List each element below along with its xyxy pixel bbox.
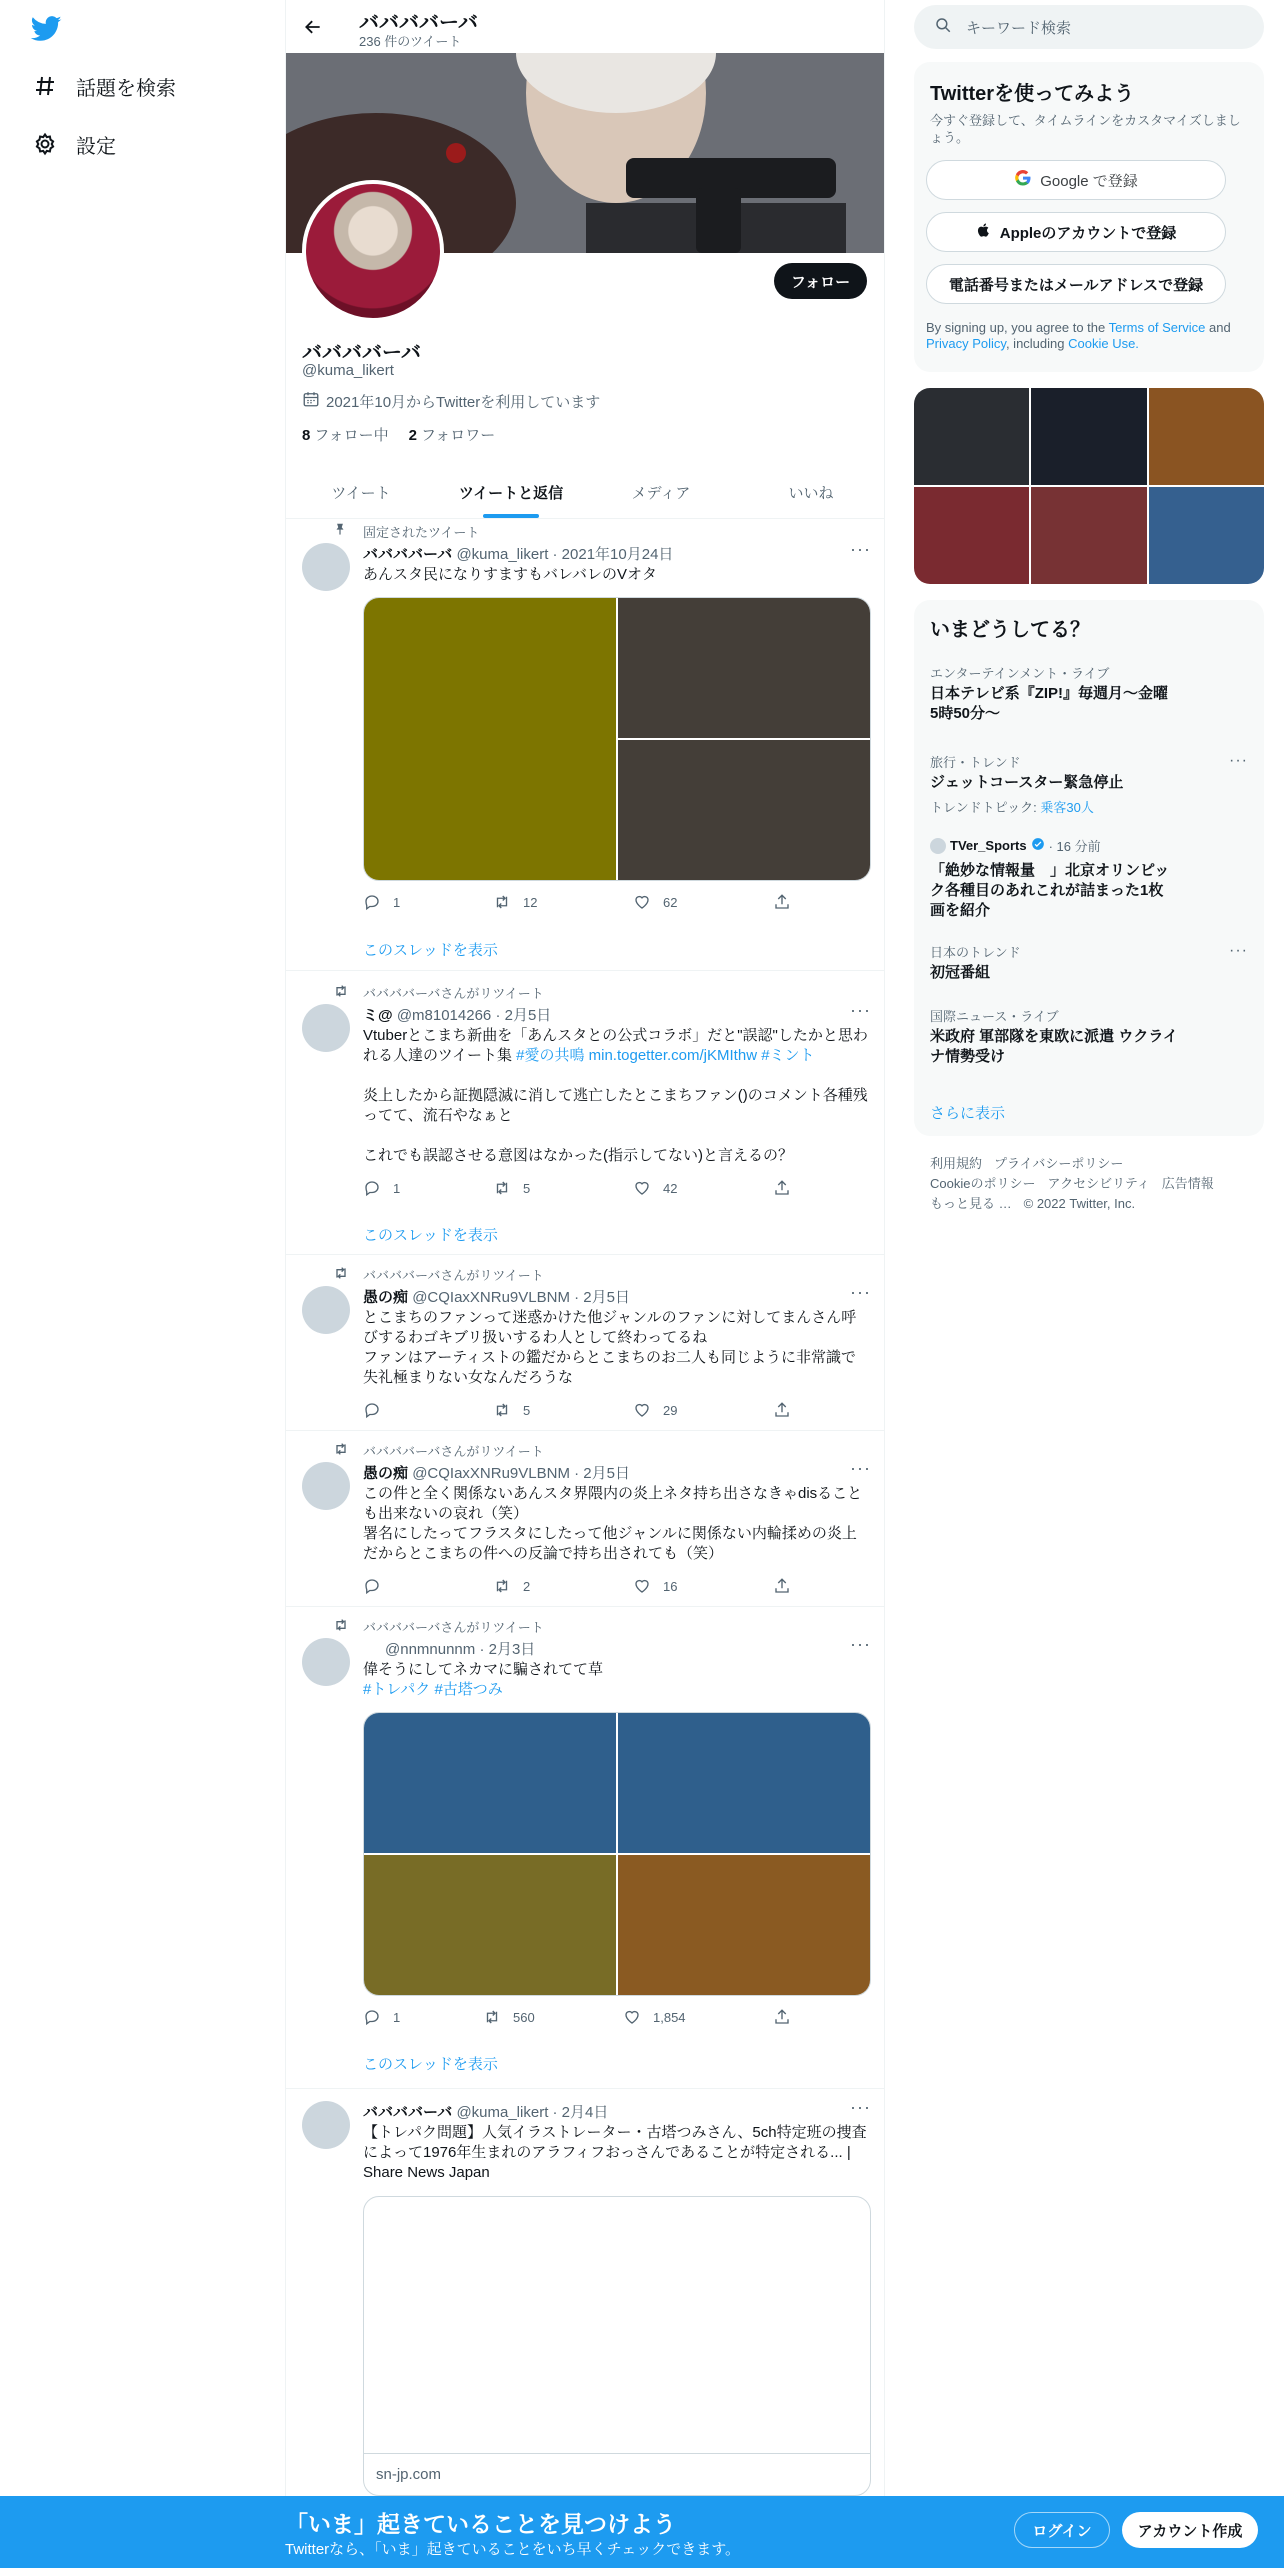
tweet-header [363, 1638, 535, 1659]
author-name[interactable]: 愚の痴 [363, 1289, 409, 1306]
more-options-icon[interactable]: ··· [850, 1458, 871, 1478]
share-icon [773, 1577, 791, 1595]
tab-media[interactable]: メディア [631, 484, 691, 502]
avatar[interactable] [302, 1638, 350, 1686]
tweet-text: この件と全く関係ないあんスタ界隈内の炎上ネタ持ち出さなきゃdisることも出来ないの哀れ（笑） 署名にしたってフラスタにしたって他ジャンルに関係ない内輪揉めの炎上だからとこまちの件への反論で持ち出されても（笑） [363, 1485, 863, 1562]
nav-settings-label: 設定 [76, 135, 116, 158]
like-button[interactable]: 16 [633, 1577, 773, 1595]
cookie-link[interactable]: Cookie Use. [1068, 336, 1139, 351]
heart-icon [623, 2008, 641, 2026]
more-options-icon[interactable]: ··· [1229, 942, 1248, 959]
retweet-context: ババババーバさんがリツイート [363, 983, 544, 1002]
login-button[interactable]: ログイン [1014, 2512, 1110, 2548]
tweet-media[interactable] [363, 597, 871, 881]
tweet-text: とこまちのファンって迷惑かけた他ジャンルのファンに対してまんさん呼びするわゴキブリ扱いするわ人として終わってるね ファンはアーティストの鑑だからとこまちのお二人も同じように非常識で失礼極まりない女なんだろうな [363, 1309, 857, 1386]
media-thumbnail[interactable] [1149, 388, 1264, 485]
tweet-count: 236 件のツイート [359, 34, 462, 49]
pinned-label: 固定されたツイート [363, 522, 479, 541]
share-icon [773, 1401, 791, 1419]
share-button[interactable] [773, 1401, 791, 1419]
trend-item[interactable]: 国際ニュース・ライブ 米政府 軍部隊を東欧に派遣 ウクライナ情勢受け [930, 1009, 1178, 1065]
more-options-icon[interactable]: ··· [850, 2097, 871, 2117]
trend-item[interactable]: エンターテインメント・ライブ 日本テレビ系『ZIP!』毎週月〜金曜 5時50分〜 [930, 666, 1169, 722]
google-signup-button[interactable]: Google で登録 [926, 160, 1226, 200]
privacy-link[interactable]: Privacy Policy [926, 336, 1006, 351]
profile-stats [302, 424, 495, 445]
reply-icon [363, 1179, 381, 1197]
retweet-button[interactable]: 2 [493, 1577, 633, 1595]
footer-link[interactable]: もっと見る … [930, 1196, 1012, 1211]
media-image[interactable] [364, 598, 616, 880]
left-nav [0, 0, 285, 2568]
retweet-icon [333, 983, 349, 999]
tweet-actions [363, 1577, 793, 1595]
reply-icon [363, 893, 381, 911]
footer-link[interactable]: 利用規約 [930, 1156, 983, 1171]
retweet-context: ババババーバさんがリツイート [363, 1441, 544, 1460]
author-name[interactable]: ババババーバ [363, 546, 453, 563]
media-image[interactable] [618, 598, 870, 738]
retweet-context: ババババーバさんがリツイート [363, 1265, 544, 1284]
profile-avatar[interactable] [302, 180, 444, 322]
share-icon [773, 1179, 791, 1197]
media-image[interactable] [618, 740, 870, 880]
retweet-icon [333, 1617, 349, 1633]
reply-icon [363, 2008, 381, 2026]
tweet-header [363, 1286, 630, 1307]
more-options-icon[interactable]: ··· [850, 539, 871, 559]
share-icon [773, 2008, 791, 2026]
bottom-bar-title: 「いま」起きていることを見つけよう [285, 2511, 676, 2537]
signup-button[interactable]: アカウント作成 [1122, 2512, 1258, 2548]
trend-item[interactable]: TVer_Sports · 16 分前 「絶妙な情報量 」北京オリンピック各種目のあれこれが詰まった1枚画を紹介 [930, 838, 1170, 919]
signup-title: Twitterを使ってみよう [930, 83, 1135, 105]
nav-settings[interactable] [32, 122, 116, 166]
main-column [285, 0, 885, 2568]
retweet-icon [493, 1577, 511, 1595]
more-options-icon[interactable]: ··· [850, 1282, 871, 1302]
tab-tweets[interactable]: ツイート [331, 484, 391, 502]
heart-icon [633, 1577, 651, 1595]
author-name[interactable]: ババババーバ [363, 2104, 453, 2121]
right-sidebar [914, 0, 1264, 2568]
avatar[interactable] [302, 2101, 350, 2149]
author-meta: @CQIaxXNRu9VLBNM · 2月5日 [412, 1289, 630, 1306]
author-meta: @kuma_likert · 2月4日 [456, 2104, 609, 2121]
tweet-actions [363, 1179, 793, 1197]
tweet[interactable] [286, 971, 885, 1255]
tweet-header [363, 2101, 608, 2122]
author-meta: @nnmnunnm · 2月3日 [385, 1641, 536, 1658]
hashtag-link[interactable]: #トレパク #古塔つみ [363, 1681, 503, 1698]
media-image[interactable] [364, 1713, 616, 1853]
author-meta: @kuma_likert · 2021年10月24日 [456, 546, 674, 563]
google-icon [1014, 169, 1032, 191]
followers-link[interactable]: 2 フォロワー [408, 427, 496, 444]
bottom-bar-subtitle: Twitterなら、「いま」起きていることをいち早くチェックできます。 [285, 2541, 741, 2558]
footer-link[interactable]: アクセシビリティ [1047, 1176, 1150, 1191]
tweet-media[interactable] [363, 1712, 871, 1996]
tweet-actions [363, 893, 793, 911]
retweet-button[interactable]: 12 [493, 893, 633, 911]
retweet-button[interactable]: 5 [493, 1401, 633, 1419]
like-button[interactable]: 29 [633, 1401, 773, 1419]
trend-item[interactable]: 日本のトレンド ··· 初冠番組 [930, 942, 1248, 981]
tweet-text: Vtuberとこまち新曲を「あんスタとの公式コラボ」だと"誤認"したかと思われる人達のツイート集 #愛の共鳴 min.togetter.com/jKMIthw #ミント 炎上したから証拠隠滅に消して逃亡したとこまちファン()のコメント各種残ってて、流石やなぁと これでも誤認させる意図はなかった(指示してない)と言えるの？ [363, 1027, 868, 1164]
hashtag-icon [32, 73, 58, 99]
profile-topbar [286, 0, 885, 53]
show-more-link[interactable]: さらに表示 [930, 1105, 1006, 1122]
retweet-icon [493, 1179, 511, 1197]
tweet[interactable] [286, 1255, 885, 1431]
reply-icon [363, 1401, 381, 1419]
profile-joined [302, 390, 600, 412]
author-name[interactable]: ミ@ [363, 1007, 393, 1024]
media-grid [914, 388, 1264, 584]
avatar[interactable] [302, 1462, 350, 1510]
pin-icon [333, 522, 349, 538]
following-link[interactable]: 8 フォロー中 [302, 427, 389, 444]
calendar-icon [302, 390, 320, 412]
signup-subtitle: 今すぐ登録して、タイムラインをカスタマイズしましょう。 [930, 113, 1241, 145]
heart-icon [633, 1401, 651, 1419]
trends-title: いまどうしてる？ [930, 619, 1090, 641]
author-meta: @CQIaxXNRu9VLBNM · 2月5日 [412, 1465, 630, 1482]
heart-icon [633, 893, 651, 911]
link-card[interactable] [363, 2196, 871, 2496]
tweet[interactable] [286, 519, 885, 971]
media-image[interactable] [364, 1855, 616, 1995]
topbar-name: ババババーバ [359, 12, 478, 34]
tweet-text: あんスタ民になりすますもバレバレのVオタ [363, 566, 657, 583]
apple-signup-button[interactable]: Appleのアカウントで登録 [926, 212, 1226, 252]
more-options-icon[interactable]: ··· [850, 1634, 871, 1654]
tweet[interactable] [286, 1607, 885, 2089]
copyright: © 2022 Twitter, Inc. [1023, 1196, 1136, 1211]
media-image[interactable] [618, 1713, 870, 1853]
show-thread-link[interactable]: このスレッドを表示 [363, 1227, 498, 1244]
trends-box [914, 600, 1264, 1136]
tweet-text: 【トレパク問題】人気イラストレーター・古塔つみさん、5ch特定班の捜査によって1976年生まれのアラフィフおっさんであることが特定される... | Share News Japan [363, 2124, 867, 2181]
reply-button[interactable] [363, 1401, 493, 1419]
back-arrow-icon[interactable] [298, 12, 328, 42]
profile-handle: @kuma_likert [302, 362, 394, 379]
retweet-icon [493, 893, 511, 911]
share-button[interactable] [773, 893, 791, 911]
more-options-icon[interactable]: ··· [1229, 752, 1248, 769]
like-button[interactable]: 62 [633, 893, 773, 911]
footer-link[interactable]: 広告情報 [1161, 1176, 1214, 1191]
profile-name: ババババーバ [302, 342, 421, 364]
share-button[interactable] [773, 2008, 791, 2026]
retweet-icon [333, 1265, 349, 1281]
nav-explore[interactable] [32, 64, 176, 108]
terms-link[interactable]: Terms of Service [1108, 320, 1206, 335]
trend-item[interactable]: 旅行・トレンド ··· ジェットコースター緊急停止 トレンドトピック: 乗客30人 [930, 752, 1248, 815]
joined-text: 2021年10月からTwitterを利用しています [326, 393, 601, 411]
avatar[interactable] [302, 1286, 350, 1334]
tweet[interactable] [286, 1431, 885, 1607]
reply-button[interactable] [363, 1577, 493, 1595]
nav-explore-label: 話題を検索 [76, 77, 176, 100]
retweet-icon [483, 2008, 501, 2026]
tweet-actions [363, 2008, 793, 2026]
tweet-header [363, 1462, 630, 1483]
share-button[interactable] [773, 1179, 791, 1197]
footer-link[interactable]: プライバシーポリシー [994, 1156, 1124, 1171]
bottom-signup-bar [0, 2496, 1284, 2568]
follow-button[interactable]: フォロー [774, 263, 867, 299]
author-meta: @m81014266 · 2月5日 [396, 1007, 552, 1024]
tweet-actions [363, 1401, 793, 1419]
tweet-header [363, 1004, 551, 1025]
like-button[interactable]: 42 [633, 1179, 773, 1197]
media-image[interactable] [618, 1855, 870, 1995]
search-input[interactable] [914, 5, 1264, 49]
avatar [930, 838, 946, 854]
media-thumbnail[interactable] [1031, 487, 1146, 584]
more-options-icon[interactable]: ··· [850, 1000, 871, 1020]
avatar[interactable] [302, 543, 350, 591]
media-thumbnail[interactable] [1149, 487, 1264, 584]
avatar[interactable] [302, 1004, 350, 1052]
media-thumbnail[interactable] [914, 487, 1029, 584]
reply-icon [363, 1577, 381, 1595]
reply-button[interactable]: 1 [363, 1179, 493, 1197]
retweet-button[interactable]: 5 [493, 1179, 633, 1197]
signup-box [914, 62, 1264, 372]
tab-likes[interactable]: いいね [788, 484, 834, 502]
phone-email-signup-button[interactable]: 電話番号またはメールアドレスで登録 [926, 264, 1226, 304]
like-button[interactable]: 1,854 [623, 2008, 773, 2026]
profile-tabs [286, 466, 885, 519]
footer-links [930, 1154, 1250, 1214]
tab-tweets-and-replies[interactable]: ツイートと返信 [436, 466, 586, 518]
tweet-header [363, 543, 673, 564]
twitter-logo-icon[interactable] [30, 12, 70, 42]
heart-icon [633, 1179, 651, 1197]
share-button[interactable] [773, 1577, 791, 1595]
search-icon [934, 16, 952, 38]
media-thumbnail[interactable] [914, 388, 1029, 485]
verified-badge-icon [1031, 837, 1045, 854]
apple-icon [976, 222, 992, 242]
tweet-text: 偉そうにしてネカマに騙されてて草 [363, 1661, 604, 1678]
show-thread-link[interactable]: このスレッドを表示 [363, 942, 498, 959]
reply-button[interactable]: 1 [363, 893, 493, 911]
share-icon [773, 893, 791, 911]
reply-button[interactable]: 1 [363, 2008, 483, 2026]
retweet-icon [333, 1441, 349, 1457]
author-name[interactable]: 愚の痴 [363, 1465, 409, 1482]
footer-link[interactable]: Cookieのポリシー [930, 1176, 1036, 1191]
signup-terms: By signing up, you agree to the Terms of Service and Privacy Policy, including Cookie Use. [926, 320, 1231, 351]
link-card-domain: sn-jp.com [364, 2453, 870, 2496]
retweet-icon [493, 1401, 511, 1419]
retweet-button[interactable]: 560 [483, 2008, 623, 2026]
retweet-context: ババババーバさんがリツイート [363, 1617, 544, 1636]
gear-icon [32, 131, 58, 157]
show-thread-link[interactable]: このスレッドを表示 [363, 2056, 498, 2073]
search-placeholder: キーワード検索 [966, 19, 1072, 37]
hashtag-link[interactable]: #愛の共鳴 min.togetter.com/jKMIthw #ミント [516, 1047, 815, 1064]
media-thumbnail[interactable] [1031, 388, 1146, 485]
